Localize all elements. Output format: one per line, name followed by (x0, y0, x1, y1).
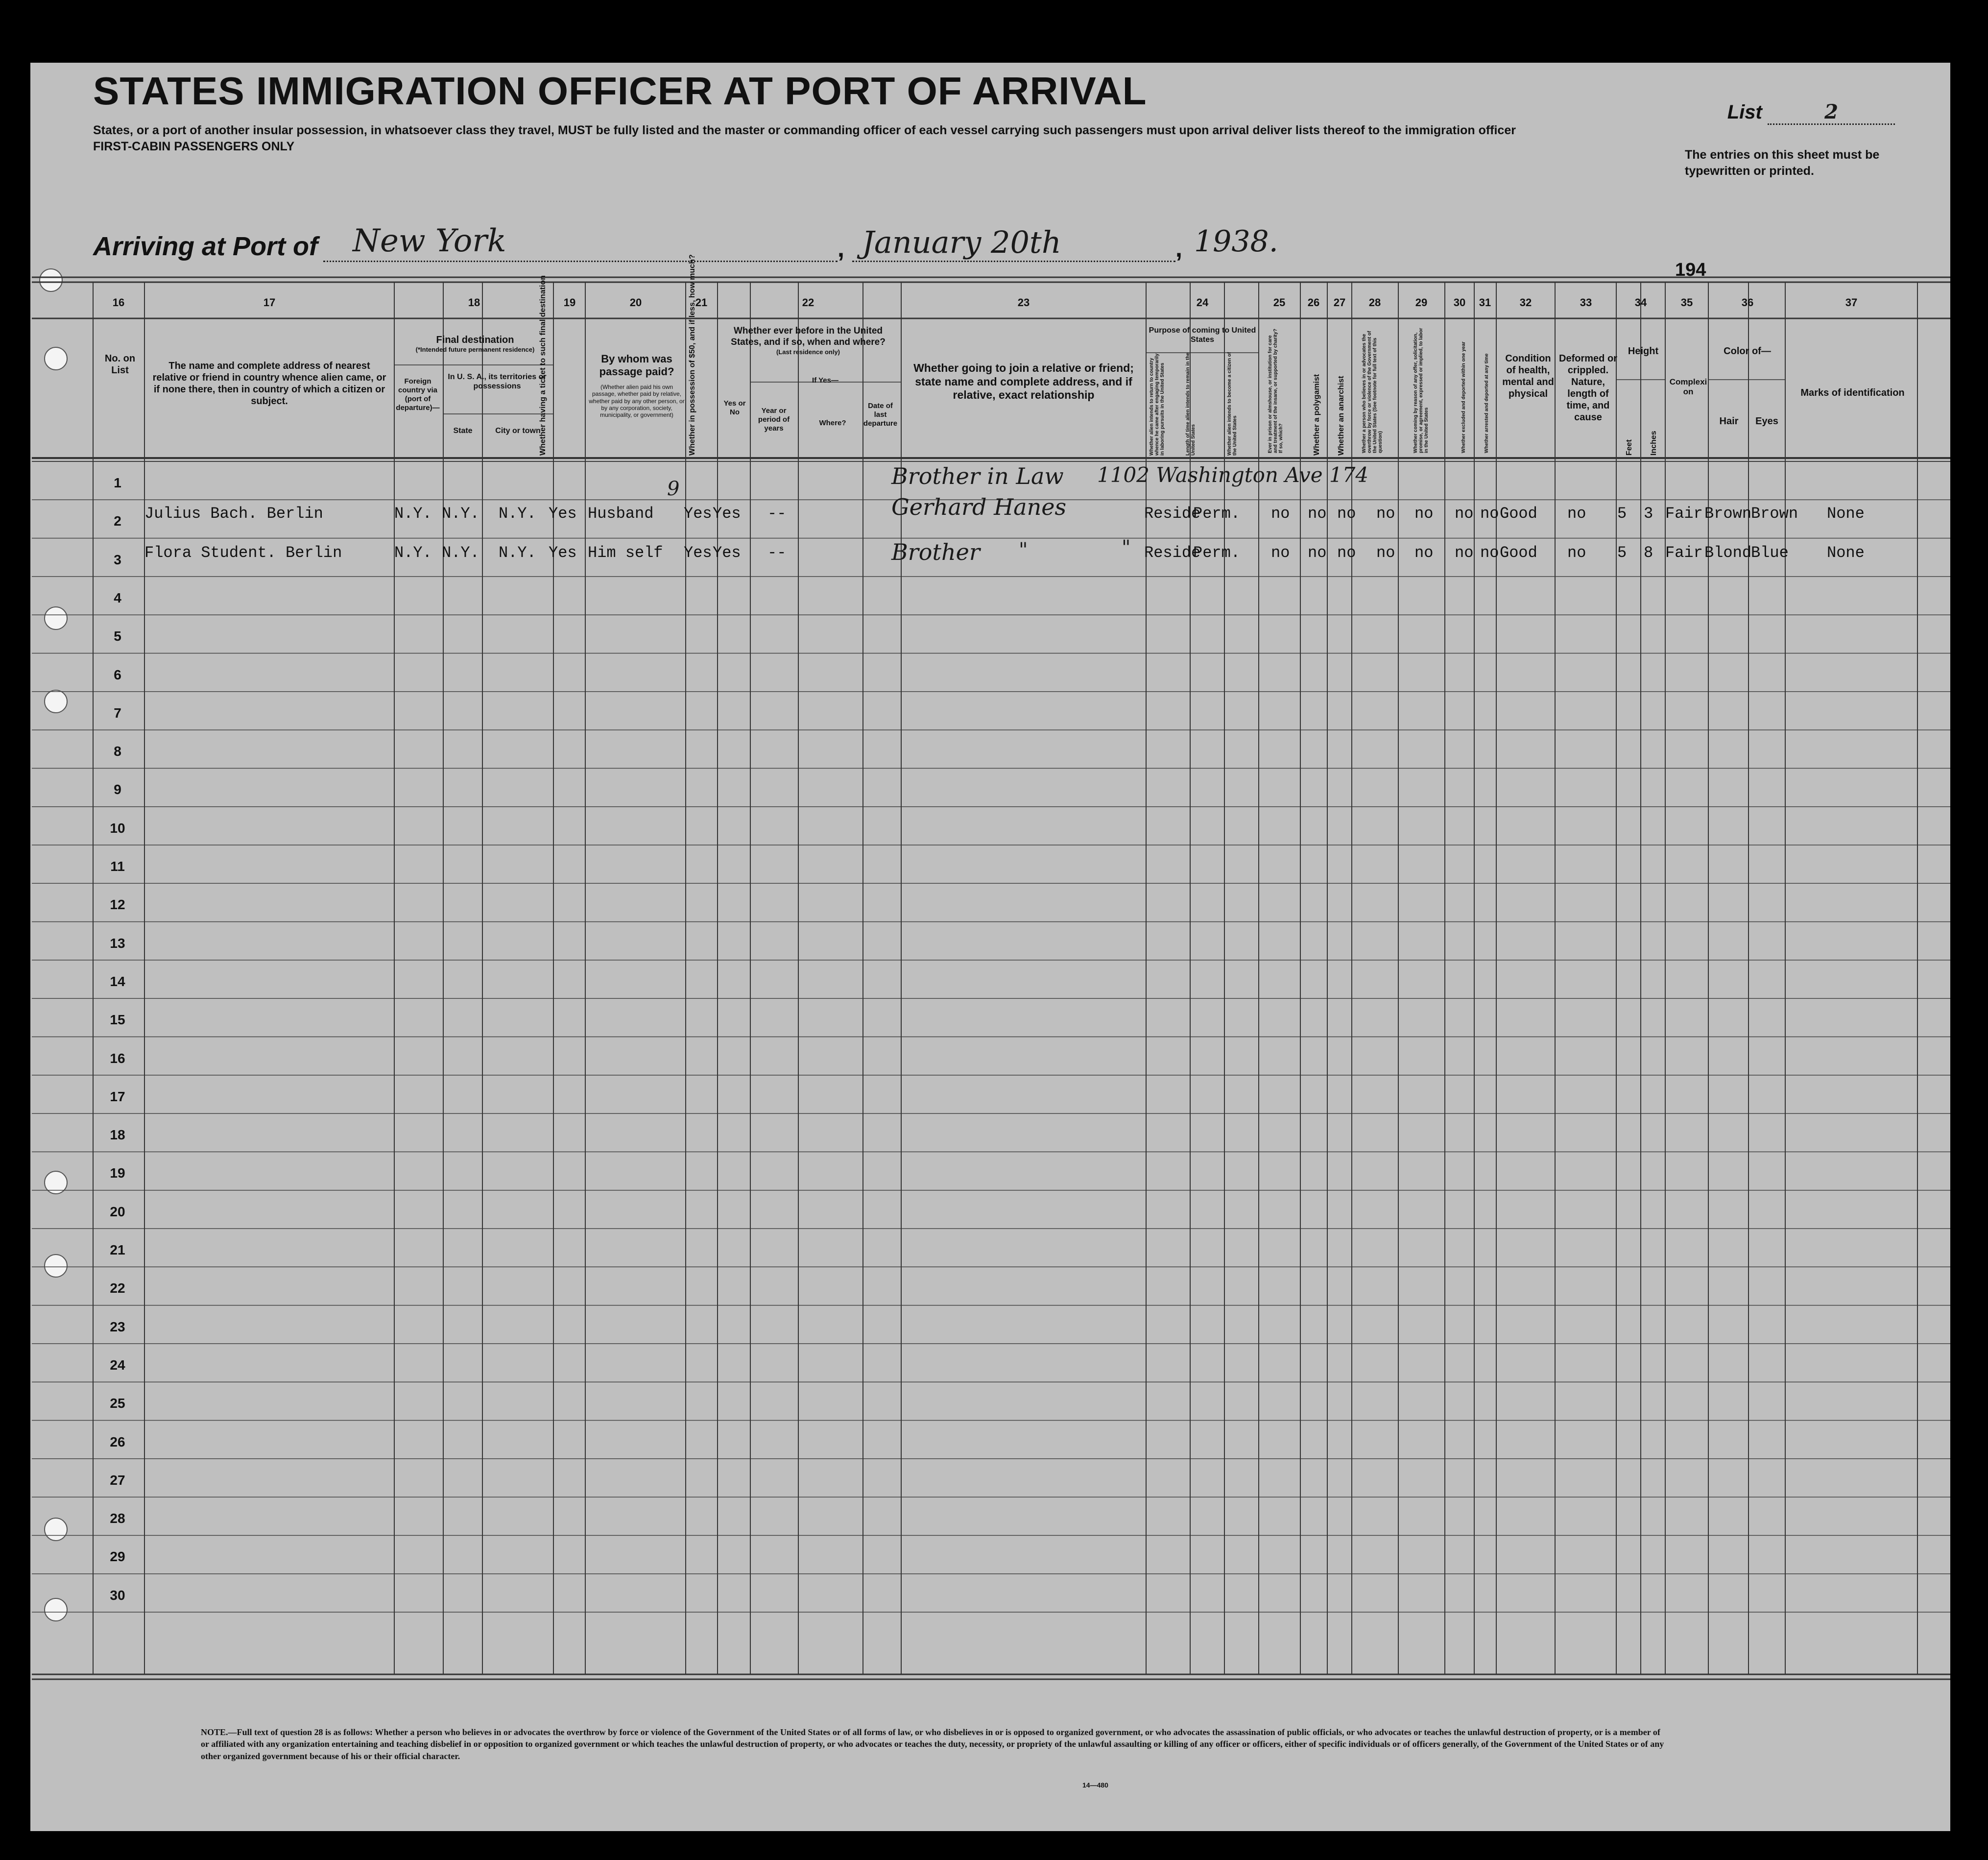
year-print: 194 (1675, 260, 1706, 280)
row2-c25: no (1271, 544, 1290, 562)
header-prison: Ever in prison or almshouse, or institution for care and treatment of the insane, or supported by charity? If so, which? (1268, 329, 1284, 453)
row1-city: N.Y. (499, 505, 536, 523)
row2-c26: no (1308, 544, 1327, 562)
header-passage: By whom was passage paid? (Whether alien paid his own passage, whether paid by relative, whether paid by any other person, or by any corporation, society, municipality, or government) (589, 353, 685, 419)
header-join-relative: Whether going to join a relative or friend; state name and complete address, and if relative, exact relationship (913, 362, 1134, 402)
row2-c27: no (1337, 544, 1356, 562)
column-number: 27 (1333, 296, 1346, 309)
row2-eyes: Blue (1751, 544, 1789, 562)
row1-c27: no (1337, 505, 1356, 523)
row2-ditto-1: " (1019, 539, 1028, 561)
header-labor-offer: Whether coming by reason of any offer, solicitation, promise, or agreement, expressed or implied, to labor in the United States (1413, 328, 1429, 453)
header-purpose: Purpose of coming to United States (1149, 326, 1256, 344)
row1-state: N.Y. (442, 505, 479, 523)
header-yes-no: Yes or No (723, 399, 746, 416)
row-number: 11 (110, 859, 125, 874)
entries-note: The entries on this sheet must be typewritten or printed. (1685, 148, 1880, 178)
header-feet: Feet (1625, 439, 1633, 456)
column-number: 17 (263, 296, 276, 309)
column-number: 36 (1741, 296, 1754, 309)
row1-paid-by: Husband (588, 505, 654, 523)
row1-address: 1102 Washington Ave 174 (1097, 463, 1369, 487)
row-number: 21 (110, 1242, 125, 1257)
row-number: 30 (110, 1587, 125, 1603)
row1-ticket: Yes (549, 505, 577, 523)
row-number: 17 (110, 1088, 125, 1104)
header-foreign-country: Foreign country via (port of departure)— (396, 377, 440, 412)
arriving-label: Arriving at Port of (93, 232, 318, 261)
column-number: 32 (1519, 296, 1532, 309)
row1-c29: no (1414, 505, 1434, 523)
row2-c28: no (1376, 544, 1395, 562)
column-number: 28 (1368, 296, 1381, 309)
header-complexion: Complexion (1669, 377, 1707, 397)
row1-c28: no (1376, 505, 1395, 523)
row2-health: Good (1500, 544, 1537, 562)
column-number: 35 (1680, 296, 1693, 309)
row1-join-name: Gerhard Hanes (891, 494, 1067, 520)
row1-hair: Brown (1704, 505, 1752, 523)
column-number: 29 (1415, 296, 1428, 309)
row1-money: Yes (684, 505, 712, 523)
row2-year: -- (767, 544, 787, 562)
row-number: 2 (114, 513, 121, 529)
row-number: 5 (114, 628, 121, 644)
header-ticket: Whether having a ticket to such final destination (539, 275, 547, 456)
row-number: 12 (110, 897, 125, 913)
column-number: 24 (1196, 296, 1209, 309)
header-health: Condition of health, mental and physical (1502, 353, 1554, 399)
row2-paid-by: Him self (588, 544, 663, 562)
row2-hair: Blond (1704, 544, 1752, 562)
row-number: 22 (110, 1280, 125, 1296)
row2-ditto-2: " (1122, 536, 1131, 559)
row1-length: Perm. (1193, 505, 1241, 523)
form-number: 14—480 (1082, 1781, 1108, 1789)
header-city: City or town (495, 427, 541, 435)
row1-c31: no (1480, 505, 1499, 523)
row1-health: Good (1500, 505, 1537, 523)
subtitle: States, or a port of another insular possession, in whatsoever class they travel, MUST be fully listed and the master or commanding officer of each vessel carrying such passengers must upon arrival deliver lists thereof to the immigration officer FIRST-CABIN PASSENGERS ONLY (93, 123, 1516, 153)
row-number: 8 (114, 744, 121, 759)
row2-purpose: Reside (1144, 544, 1201, 562)
row1-marks: None (1827, 505, 1865, 523)
arrival-year: 1938. (1194, 224, 1278, 259)
header-excluded: Whether excluded and deported within one year (1461, 341, 1466, 453)
row1-feet: 5 (1617, 505, 1627, 523)
header-return-country: Whether alien intends to return to country whence he came after engaging temporarily in laboring pursuits in the United States (1149, 353, 1165, 456)
row2-length: Perm. (1193, 544, 1241, 562)
row1-complexion: Fair (1665, 505, 1703, 523)
row-number: 14 (110, 973, 125, 989)
column-number: 20 (629, 296, 642, 309)
column-number: 33 (1580, 296, 1592, 309)
row-number: 16 (110, 1050, 125, 1066)
column-number: 23 (1017, 296, 1030, 309)
header-anarchist: Whether an anarchist (1337, 376, 1345, 456)
column-number: 31 (1479, 296, 1491, 309)
header-marks: Marks of identification (1800, 387, 1905, 398)
header-final-destination: Final destination (*Intended future permanent residence) (415, 335, 535, 353)
row-number: 18 (110, 1127, 125, 1143)
row-number: 15 (110, 1012, 125, 1028)
row2-c29: no (1414, 544, 1434, 562)
arrival-date: January 20th (862, 224, 1061, 260)
row2-join: Brother (891, 539, 980, 565)
row1-before: Yes (713, 505, 741, 523)
row2-ticket: Yes (549, 544, 577, 562)
port-name: New York (353, 223, 506, 259)
row-number: 24 (110, 1357, 125, 1373)
column-number: 34 (1634, 296, 1647, 309)
row2-before: Yes (713, 544, 741, 562)
header-become-citizen: Whether alien intends to become a citizen of the United States (1227, 352, 1238, 456)
header-where: Where? (819, 419, 846, 427)
row1-foreign: N.Y. (394, 505, 432, 523)
row-number: 4 (114, 590, 121, 605)
header-deformed: Deformed or crippled. Nature, length of time, and cause (1559, 353, 1617, 423)
row1-paid-mark: 9 (667, 478, 680, 500)
column-number: 22 (802, 296, 814, 309)
row2-deformed: no (1567, 544, 1586, 562)
column-number: 25 (1273, 296, 1286, 309)
row-number: 7 (114, 705, 121, 721)
column-number: 30 (1453, 296, 1466, 309)
row-number: 28 (110, 1511, 125, 1526)
header-before-us: Whether ever before in the United States, and if so, when and where? (Last residence only) (731, 326, 886, 356)
header-relative: The name and complete address of nearest relative or friend in country whence alien came, or if none there, then in country of which a citizen or subject. (152, 361, 386, 407)
row2-foreign: N.Y. (394, 544, 432, 562)
header-money: Whether in possession of $50, and if less, how much? (688, 254, 696, 456)
row1-c30: no (1455, 505, 1474, 523)
header-if-yes: If Yes— (812, 376, 838, 385)
row-number: 3 (114, 552, 121, 567)
footnote-q28: NOTE.—Full text of question 28 is as follows: Whether a person who believes in or advocates the overthrow by force or violence of the Government of the United States or of all forms of law, or who disbelieves in or is opposed to organized government, or who advocates the assassination of public officials, or who advocates or teaches the unlawful destruction of property, or is a member of or affiliated with any organization entertaining and teaching disbelief in or opposition to organized government or which teaches the unlawful destruction of property, or who advocates or teaches the duty, necessity, or propriety of the unlawful assaulting or killing of any officer or officers, either of specific individuals or of officers generally, of the Government of the United States or of any other organized government because of his or their official character. (201, 1727, 1664, 1761)
header-state: State (453, 427, 473, 435)
row-number: 9 (114, 782, 121, 797)
row2-city: N.Y. (499, 544, 536, 562)
row2-state: N.Y. (442, 544, 479, 562)
column-number: 16 (112, 296, 125, 309)
row2-c31: no (1480, 544, 1499, 562)
row1-join: Brother in Law (891, 463, 1064, 489)
row2-c30: no (1455, 544, 1474, 562)
row-number: 26 (110, 1434, 125, 1449)
header-inches: Inches (1650, 431, 1658, 456)
row2-marks: None (1827, 544, 1865, 562)
header-no-on-list: No. on List (104, 353, 136, 376)
row-number: 10 (110, 820, 125, 836)
header-polygamist: Whether a polygamist (1313, 374, 1321, 456)
row2-feet: 5 (1617, 544, 1627, 562)
row-number: 27 (110, 1472, 125, 1488)
row-number: 6 (114, 667, 121, 682)
column-number: 21 (695, 296, 708, 309)
header-date-departure: Date of last departure (863, 402, 898, 428)
header-arrested: Whether arrested and deported at any time (1484, 353, 1489, 453)
column-number: 37 (1845, 296, 1858, 309)
header-length-stay: Length of time alien intends to remain in the United States (1185, 352, 1196, 456)
row1-purpose: Reside (1144, 505, 1201, 523)
row-number: 19 (110, 1165, 125, 1181)
row-number: 20 (110, 1204, 125, 1219)
header-hair: Hair (1719, 416, 1739, 427)
list-label: List 2 (1727, 100, 1895, 125)
row1-c25: no (1271, 505, 1290, 523)
row1-c26: no (1308, 505, 1327, 523)
column-number: 18 (468, 296, 480, 309)
column-number: 26 (1307, 296, 1320, 309)
header-color-of: Color of— (1724, 346, 1771, 357)
row2-money: Yes (684, 544, 712, 562)
header-year-period: Year or period of years (758, 407, 790, 433)
header-height: Height (1628, 346, 1659, 357)
row2-complexion: Fair (1665, 544, 1703, 562)
row1-relative: Julius Bach. Berlin (144, 505, 323, 523)
row1-year: -- (767, 505, 787, 523)
header-overthrow: Whether a person who believes in or advocates the overthrow by force or violence of the Government of the United States (See footnote for full text of this question) (1362, 331, 1383, 453)
list-number: 2 (1768, 100, 1895, 125)
header-eyes: Eyes (1755, 416, 1778, 427)
row1-eyes: Brown (1751, 505, 1798, 523)
row2-relative: Flora Student. Berlin (144, 544, 342, 562)
page-title: STATES IMMIGRATION OFFICER AT PORT OF ARRIVAL (93, 69, 1147, 113)
row-number: 13 (110, 935, 125, 951)
row-number: 29 (110, 1549, 125, 1565)
row-number: 1 (114, 475, 121, 490)
row1-deformed: no (1567, 505, 1586, 523)
column-number: 19 (563, 296, 576, 309)
row1-inches: 3 (1644, 505, 1653, 523)
row-number: 23 (110, 1319, 125, 1334)
row2-inches: 8 (1644, 544, 1653, 562)
header-in-usa: In U. S. A., its territories or possessions (448, 373, 547, 391)
row-number: 25 (110, 1396, 125, 1411)
